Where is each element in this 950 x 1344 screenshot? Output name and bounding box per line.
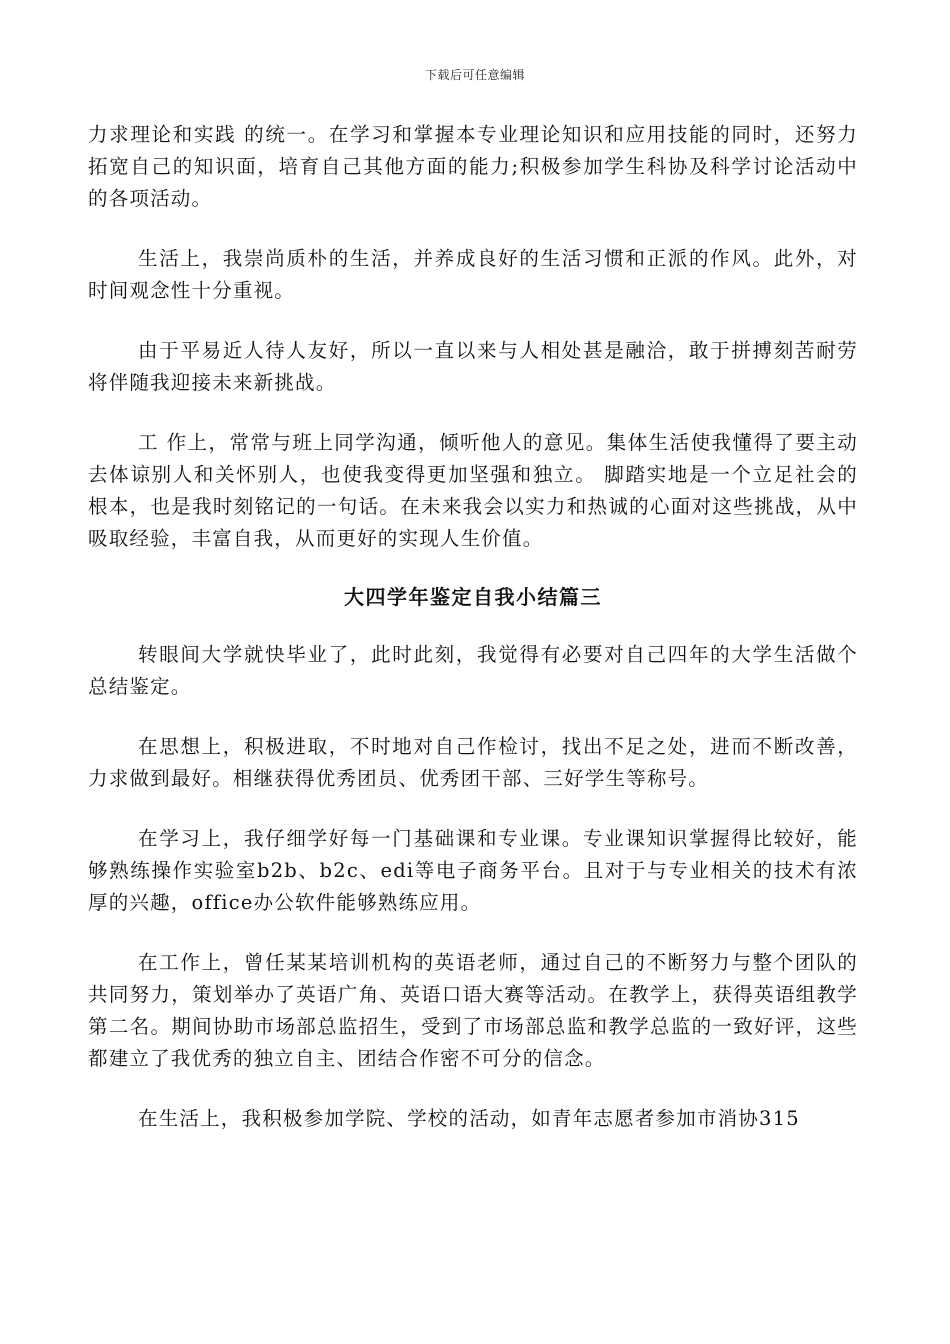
document-body (88, 119, 858, 1163)
section-title: 大四学年鉴定自我小结篇三 (344, 585, 602, 609)
paragraph: 在工作上，曾任某某培训机构的英语老师，通过自己的不断努力与整个团队的共同努力，策划举办了英语广角、英语口语大赛等活动。在教学上，获得英语组教学第二名。期间协助市场部总监招生，受到了市场部总监和教学总监的一致好评，这些都建立了我优秀的独立自主、团结合作密不可分的信念。 (88, 951, 858, 1070)
paragraph: 在生活上，我积极参加学院、学校的活动，如青年志愿者参加市消协315 (138, 1107, 800, 1130)
paragraph: 由于平易近人待人友好，所以一直以来与人相处甚是融洽，敢于拼搏刻苦耐劳将伴随我迎接未来新挑战。 (88, 339, 858, 394)
page-header: 下载后可任意编辑 (424, 68, 525, 82)
paragraph: 在学习上，我仔细学好每一门基础课和专业课。专业课知识掌握得比较好，能够熟练操作实验室b2b、b2c、edi等电子商务平台。且对于与专业相关的技术有浓厚的兴趣，office办公软件能够熟练应用。 (88, 827, 858, 914)
paragraph: 工 作上，常常与班上同学沟通，倾听他人的意见。集体生活使我懂得了要主动去体谅别人和关怀别人，也使我变得更加坚强和独立。 脚踏实地是一个立足社会的根本，也是我时刻铭记的一句话。在未来我会以实力和热诚的心面对这些挑战，从中吸取经验，丰富自我，从而更好的实现人生价值。 (88, 431, 858, 550)
paragraph: 转眼间大学就快毕业了，此时此刻，我觉得有必要对自己四年的大学生活做个总结鉴定。 (88, 643, 858, 698)
paragraph: 在思想上，积极进取，不时地对自己作检讨，找出不足之处，进而不断改善，力求做到最好。相继获得优秀团员、优秀团干部、三好学生等称号。 (88, 735, 858, 790)
paragraph: 力求理论和实践 的统一。在学习和掌握本专业理论知识和应用技能的同时，还努力拓宽自己的知识面，培育自己其他方面的能力;积极参加学生科协及科学讨论活动中的各项活动。 (88, 123, 858, 210)
paragraph: 生活上，我崇尚质朴的生活，并养成良好的生活习惯和正派的作风。此外，对时间观念性十分重视。 (88, 247, 858, 302)
